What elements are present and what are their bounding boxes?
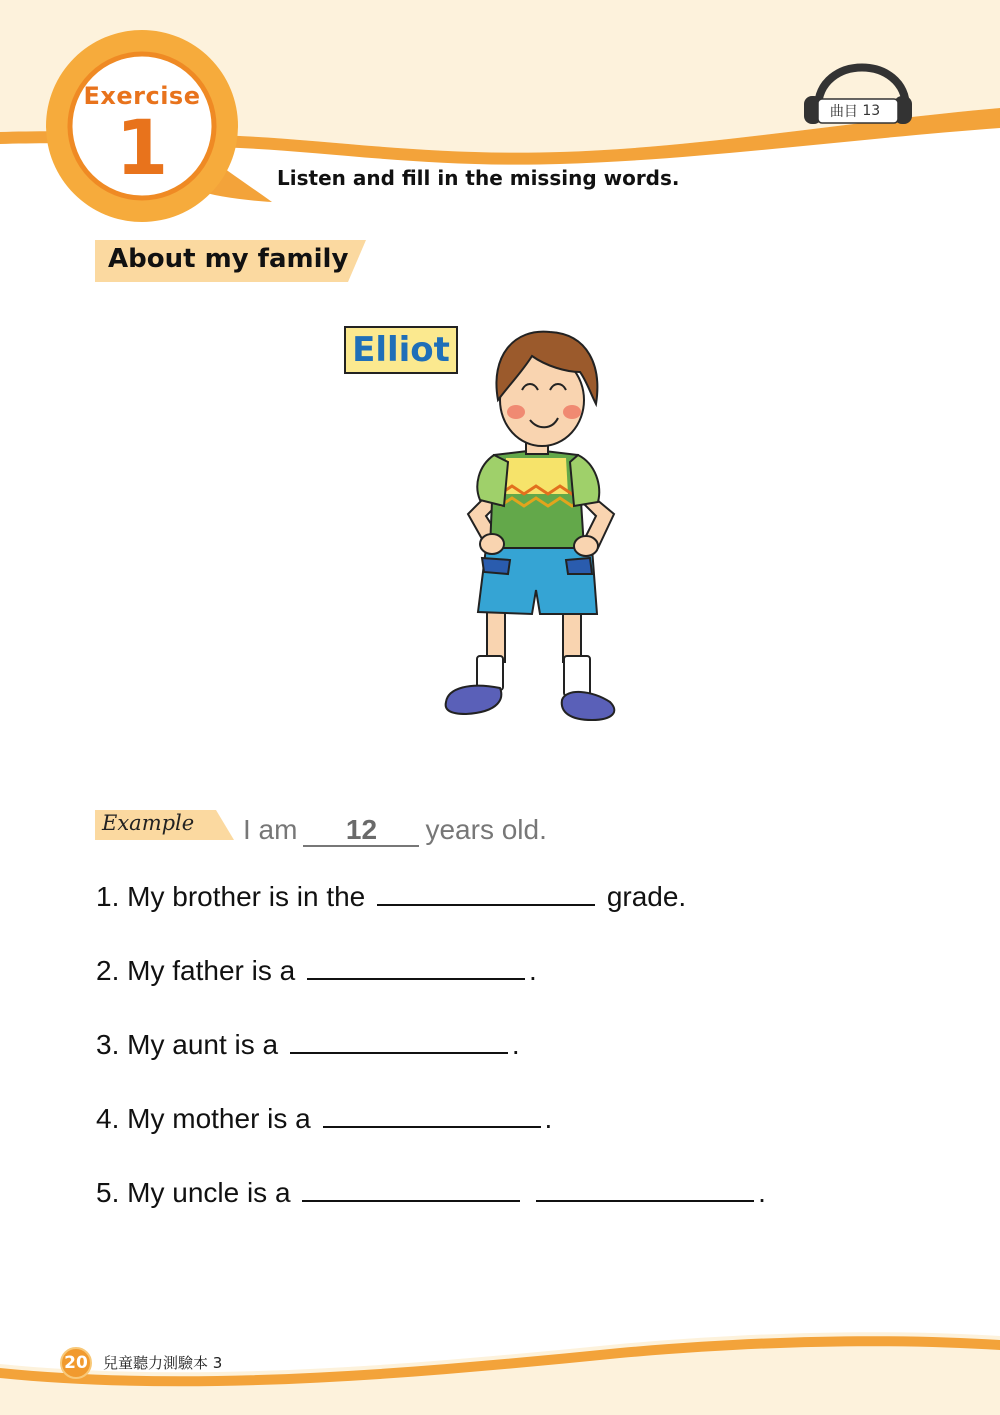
example-text-after: years old.	[425, 814, 547, 845]
question-number: 2.	[96, 955, 120, 986]
question-text-after: grade.	[606, 881, 687, 912]
question-number: 3.	[96, 1029, 120, 1060]
book-title	[103, 1352, 222, 1373]
answer-blank[interactable]	[290, 1028, 508, 1054]
question-text-after: .	[511, 1029, 520, 1060]
question-text: My mother is a	[127, 1103, 311, 1134]
track-label-text: 曲目	[829, 104, 858, 120]
exercise-number: 1	[115, 103, 169, 192]
question-3	[96, 1028, 520, 1061]
question-text-after: .	[544, 1103, 553, 1134]
example-answer: 12	[303, 815, 419, 847]
section-title: About my family	[108, 244, 349, 274]
page-number: 20	[60, 1347, 92, 1379]
question-1	[96, 880, 686, 913]
exercise-label: Exercise	[83, 82, 201, 110]
question-5	[96, 1176, 766, 1209]
instruction-text: Listen and fill in the missing words.	[277, 166, 680, 190]
example-tag: Example	[102, 811, 195, 835]
question-4	[96, 1102, 552, 1135]
question-number: 5.	[96, 1177, 120, 1208]
question-text-after: .	[758, 1177, 766, 1208]
boy-illustration	[446, 332, 615, 720]
question-number: 1.	[96, 881, 120, 912]
track-label	[818, 99, 892, 123]
track-number: 13	[862, 103, 881, 119]
book-volume: 3	[212, 1354, 223, 1372]
example-sentence	[243, 814, 547, 847]
answer-blank[interactable]	[323, 1102, 541, 1128]
book-title-text: 兒童聽力測驗本	[103, 1354, 209, 1372]
example-text-before: I am	[243, 814, 298, 845]
question-text-after: .	[528, 955, 537, 986]
question-2	[96, 954, 537, 987]
answer-blank[interactable]	[302, 1176, 520, 1202]
question-text: My aunt is a	[127, 1029, 279, 1060]
question-text: My uncle is a	[127, 1177, 291, 1208]
question-number: 4.	[96, 1103, 120, 1134]
question-text: My brother is in the	[127, 881, 366, 912]
answer-blank[interactable]	[377, 880, 595, 906]
character-name-label: Elliot	[344, 326, 458, 374]
question-text: My father is a	[127, 955, 296, 986]
answer-blank-second[interactable]	[536, 1176, 754, 1202]
answer-blank[interactable]	[307, 954, 525, 980]
